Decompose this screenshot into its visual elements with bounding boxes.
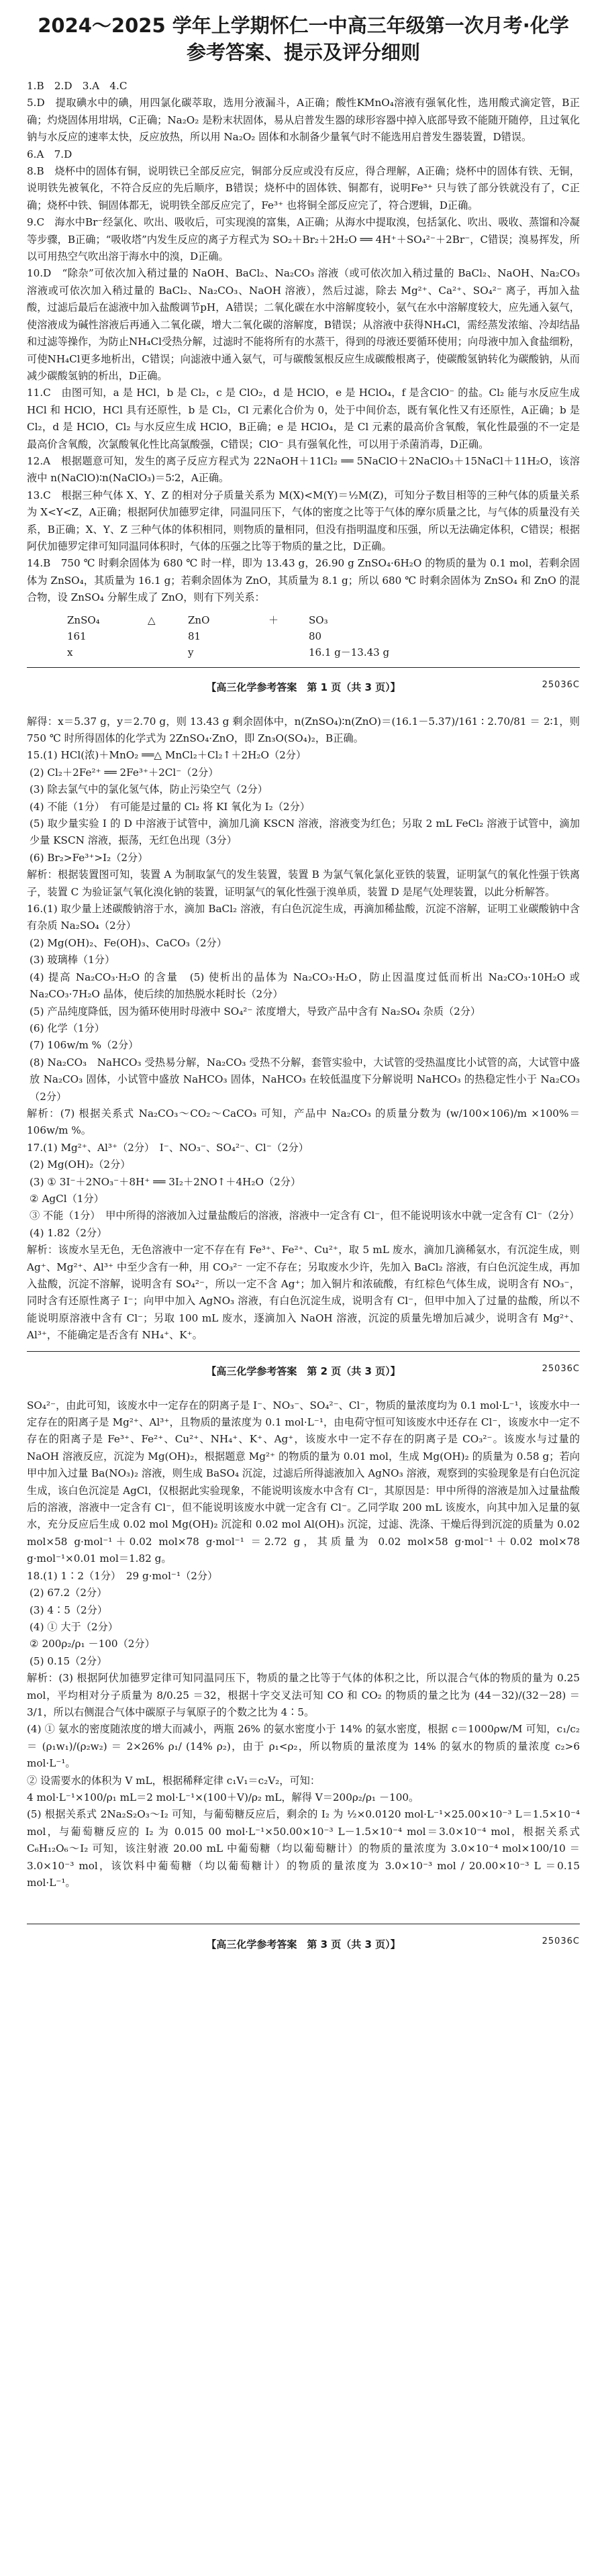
footer-text: 【高三化学参考答案 第 3 页（共 3 页）】 — [206, 1938, 401, 1950]
table-cell: ＋ — [268, 613, 279, 626]
footer-code: 25036C — [542, 1363, 580, 1374]
table-cell: ZnO — [188, 613, 210, 626]
footer-code: 25036C — [542, 1936, 580, 1947]
table-cell: x — [67, 646, 73, 658]
table-cell: 80 — [309, 630, 322, 642]
answer-paragraph: (2) Mg(OH)₂（2分） — [30, 1158, 131, 1171]
answer-paragraph: (4) 提高 Na₂CO₃·H₂O 的含量 (5) 使析出的晶体为 Na₂CO₃·H₂O，防止因温度过低而析出 Na₂CO₃·10H₂O 或 Na₂CO₃·7H₂O 晶体，使后续的加热脱水耗时长（2分） — [30, 971, 580, 1001]
document-header — [27, 0, 580, 66]
answer-paragraph: SO₄²⁻，由此可知，该废水中一定存在的阴离子是 I⁻、NO₃⁻、SO₄²⁻、Cl⁻，物质的量浓度均为 0.1 mol·L⁻¹，该废水中一定存在的阳离子是 Mg²⁺、Al³⁺，且物质的量浓度为 0.1 mol·L⁻¹，由电荷守恒可知该废水中还存在 Cl⁻，该废水中一定不存在的阳离子是 Fe³⁺、Fe²⁺、Cu²⁺、NH₄⁺、K⁺、Ag⁺，该废水中一定不存在的阴离子是 CO₃²⁻。该废水与过量的 NaOH 溶液反应，沉淀为 Mg(OH)₂，根据题意 Mg²⁺ 的物质的量为 0.01 mol，生成 Mg(OH)₂ 的质量为 0.58 g；若向甲中加入过量 Ba(NO₃)₂ 溶液，则生成 BaSO₄ 沉淀，过滤后所得滤液加入 AgNO₃ 溶液，观察到的实验现象是有白色沉淀生成，该白色沉淀是 AgCl，仅根据此实验现象，不能说明该废水中含有 Cl⁻，其原因是：甲中所得的溶液是加入过量盐酸后的溶液，溶液中一定含有 Cl⁻，但不能说明该废水中就一定含有 Cl⁻。乙同学取 200 mL 该废水，向其中加入足量的氨水，充分反应后生成 0.02 mol Mg(OH)₂ 沉淀和 0.02 mol Al(OH)₃ 沉淀，过滤、洗涤、干燥后得到沉淀的质量为 0.02 mol×58 g·mol⁻¹＋0.02 mol×78 g·mol⁻¹ ＝2.72 g，其质量为 0.02 mol×58 g·mol⁻¹＋0.02 mol×78 g·mol⁻¹×0.01 mol＝1.82 g。 — [27, 1399, 580, 1565]
table-cell: ZnSO₄ — [67, 613, 100, 626]
answer-paragraph: (8) Na₂CO₃ NaHCO₃ 受热易分解，Na₂CO₃ 受热不分解，套管实验中，大试管的受热温度比小试管的高，大试管中盛放 Na₂CO₃ 固体，小试管中盛放 NaHCO₃ 固体，NaHCO₃ 在较低温度下分解说明 NaHCO₃ 的热稳定性小于 Na₂CO₃（2分） — [30, 1056, 580, 1103]
answer-paragraph: 13.C 根据三种气体 X、Y、Z 的相对分子质量关系为 M(X)<M(Y)＝½M(Z)，可知分子数目相等的三种气体的质量关系为 X<Y<Z，A正确；根据阿伏加德罗定律，同温同压下，气体的密度之比等于气体的摩尔质量之比，与气体的质量没有关系，B正确；X、Y、Z 三种气体的体积相同，则物质的量相同，但没有指明温度和压强，所以无法确定体积，C错误；根据阿伏加德罗定律可知同温同体积时，气体的压强之比等于物质的量之比，D正确。 — [27, 489, 580, 552]
reaction-table — [67, 612, 580, 660]
answer-paragraph: 解析：(3) 根据阿伏加德罗定律可知同温同压下，物质的量之比等于气体的体积之比，所以混合气体的物质的量为 0.25 mol，平均相对分子质量为 8/0.25 ＝32，根据十字交叉法可知 CO 和 CO₂ 的物质的量之比为 (44－32)/(32－28) ＝ 3/1，所以右侧混合气体中碳原子与氧原子的个数之比为 4∶5。 — [27, 1672, 581, 1718]
table-row — [67, 628, 580, 644]
page-blank-space — [27, 1891, 580, 1917]
answer-paragraph: ② 设需要水的体积为 V mL，根据稀释定律 c₁V₁＝c₂V₂，可知： — [27, 1774, 321, 1787]
answer-paragraph: 11.C 由图可知，a 是 HCl，b 是 Cl₂，c 是 ClO₂，d 是 HClO，e 是 HClO₄，f 是含ClO⁻ 的盐。Cl₂ 能与水反应生成 HCl 和 HClO，HCl 具有还原性，b 是 Cl₂，Cl 元素化合价为 0，处于中间价态，既有氧化性又有还原性，A正确；b 是 Cl₂，d 是 HClO，Cl₂ 与水反应生成 HClO，B正确；e 是 HClO₄，是 Cl 元素的最高价含氧酸，氧化性最强的不一定是最高价含氧酸，次氯酸氧化性比高氯酸强，C错误；ClO⁻ 具有强氧化性，可以用于杀菌消毒，D正确。 — [27, 387, 580, 450]
table-cell: 16.1 g－13.43 g — [309, 646, 390, 658]
answer-paragraph: 10.D “除杂”可依次加入稍过量的 NaOH、BaCl₂、Na₂CO₃ 溶液（或可依次加入稍过量的 BaCl₂、NaOH、Na₂CO₃ 溶液或可依次加入稍过量的 BaCl₂、Na₂CO₃、NaOH 溶液），然后过滤，除去 Mg²⁺、Ca²⁺、SO₄²⁻ 离子，再加入盐酸，过滤后最后在滤液中加入盐酸调节pH，A错误；二氧化碳在水中溶解度较小，氨气在水中溶解度较大，应先通入氨气，使溶液成为碱性溶液后再通入二氧化碳，增大二氧化碳的溶解度，B错误；从溶液中获得NH₄Cl，需经蒸发浓缩、冷却结晶和过滤等操作，为防止NH₄Cl受热分解，过滤时不能将所有的水蒸干，得到的母液还要循环使用；向母液中加入食盐细粉，可使NH₄Cl更多地析出，C错误；向滤液中通入氨气，可与碳酸氢根反应生成碳酸根离子，使碳酸氢钠转化为碳酸钠，从而减少碳酸氢钠的析出，D正确。 — [27, 267, 580, 382]
answer-paragraph: (4) ① 氨水的密度随浓度的增大而减小，两瓶 26% 的氨水密度小于 14% 的氨水密度，根据 c＝1000ρw/M 可知，c₁/c₂ ＝ (ρ₁w₁)/(ρ₂w₂) ＝ 2×26% ρ₁/ (14% ρ₂)，由于 ρ₁<ρ₂，所以物质的量浓度为 14% 的氨水的物质的量浓度 c₂>6 mol·L⁻¹。 — [27, 1723, 580, 1770]
answer-paragraph: 12.A 根据题意可知，发生的离子反应方程式为 22NaOH＋11Cl₂ ══ 5NaClO＋2NaClO₃＋15NaCl＋11H₂O，该溶液中 n(NaClO)∶n(NaClO₃)＝5∶2，A正确。 — [27, 454, 580, 485]
footer-text: 【高三化学参考答案 第 1 页（共 3 页）】 — [206, 681, 401, 694]
answer-paragraph: 18.(1) 1∶2（1分） 29 g·mol⁻¹（2分） — [27, 1569, 218, 1582]
answer-paragraph: 9.C 海水中Br⁻经氯化、吹出、吸收后，可实现溴的富集，A正确；从海水中提取溴，包括氯化、吹出、吸收、蒸馏和冷凝等步骤，B正确；“吸收塔”内发生反应的离子方程式为 SO₂＋Br₂＋2H₂O ══ 4H⁺＋SO₄²⁻＋2Br⁻，C错误；溴易挥发，所以可用热空气吹出溶于海水中的溴，D正确。 — [27, 216, 580, 263]
footer-text: 【高三化学参考答案 第 2 页（共 3 页）】 — [206, 1365, 401, 1378]
table-cell — [268, 628, 309, 644]
answer-paragraph: ② 200ρ₂/ρ₁ －100（2分） — [30, 1638, 155, 1650]
page-2-content — [27, 713, 580, 1344]
answer-paragraph: (3) 玻璃棒（1分） — [30, 954, 115, 967]
table-cell: y — [188, 646, 194, 658]
answer-paragraph: ③ 不能（1分） 甲中所得的溶液加入过量盐酸后的溶液，溶液中一定含有 Cl⁻，但不能说明该水中就一定含有 Cl⁻（2分） — [30, 1209, 580, 1222]
table-cell: 161 — [67, 630, 87, 642]
table-row — [67, 644, 580, 660]
answer-paragraph: 15.(1) HCl(浓)＋MnO₂ ══△ MnCl₂＋Cl₂↑＋2H₂O（2分） — [27, 749, 307, 762]
answer-paragraph: (4) 1.82（2分） — [30, 1226, 107, 1239]
table-cell: △ — [148, 613, 156, 626]
page-1-content — [27, 78, 580, 660]
table-row — [67, 612, 580, 628]
answer-paragraph: 解析：该废水呈无色，无色溶液中一定不存在有 Fe³⁺、Fe²⁺、Cu²⁺，取 5 mL 废水，滴加几滴稀氨水，有沉淀生成，则 Ag⁺、Mg²⁺、Al³⁺ 中至少含有一种，用 CO₃²⁻ 一定不存在；另取废水少许，先加入 BaCl₂ 溶液，有白色沉淀生成，再加入盐酸，沉淀不溶解，说明含有 SO₄²⁻，所以一定不含 Ag⁺；加入铜片和浓硫酸，有红棕色气体生成，说明含有 NO₃⁻，同时含有还原性离子 I⁻；向甲中加入 AgNO₃ 溶液，有白色沉淀生成，说明含有 Cl⁻，但甲中加入了过量的盐酸，所以不能说明原溶液中含有 Cl⁻；另取 100 mL 废水，逐滴加入 NaOH 溶液，沉淀的质量先增加后减少，说明含有 Mg²⁺、Al³⁺，不能确定是否含有 NH₄⁺、K⁺。 — [27, 1244, 580, 1342]
answer-paragraph: (2) Cl₂＋2Fe²⁺ ══ 2Fe³⁺＋2Cl⁻（2分） — [30, 766, 219, 779]
answer-paragraph: (3) ① 3I⁻＋2NO₃⁻＋8H⁺ ══ 3I₂＋2NO↑＋4H₂O（2分） — [30, 1175, 301, 1188]
answer-paragraph: 6.A 7.D — [27, 148, 72, 160]
answer-paragraph: 解得：x＝5.37 g，y＝2.70 g，则 13.43 g 剩余固体中，n(ZnSO₄)∶n(ZnO)＝(16.1－5.37)/161 ∶ 2.70/81 ＝ 2∶1，则750 ℃ 时所得固体的化学式为 2ZnSO₄·ZnO，即 Zn₃O(SO₄)₂，B正确。 — [27, 715, 580, 744]
answer-paragraph: 5.D 提取碘水中的碘，用四氯化碳萃取，选用分液漏斗，A正确；酸性KMnO₄溶液有强氧化性，选用酸式滴定管，B正确；灼烧固体用坩埚，C正确；Na₂O₂ 是粉末状固体，易从启普发生器的球形容器中掉入底部导致不能随开随停，且过氧化钠与水反应的速率太快，反应放热，所以用 Na₂O₂ 固体和水制备少量氧气时不能选用启普发生器装置，D错误。 — [27, 97, 580, 144]
table-cell: SO₃ — [309, 613, 328, 626]
answer-paragraph: (4) ① 大于（2分） — [30, 1620, 118, 1633]
answer-paragraph: 解析：根据装置图可知，装置 A 为制取氯气的发生装置，装置 B 为氯气氧化氯化亚铁的装置，证明氯气的氧化性强于铁离子，装置 C 为验证氯气氧化溴化钠的装置，证明氯气的氧化性强于溴单质，装置 D 是尾气处理装置，以此分析解答。 — [27, 869, 580, 898]
answer-paragraph: (3) 除去氯气中的氯化氢气体，防止污染空气（2分） — [30, 783, 268, 796]
answer-paragraph: (4) 不能（1分） 有可能是过量的 Cl₂ 将 KI 氧化为 I₂（2分） — [30, 800, 310, 813]
answer-paragraph: (5) 取少量实验 Ⅰ 的 D 中溶液于试管中，滴加几滴 KSCN 溶液，溶液变为红色；另取 2 mL FeCl₂ 溶液于试管中，滴加少量 KSCN 溶液，振荡，无红色出现（3分） — [30, 818, 580, 847]
document-title: 2024～2025 学年上学期怀仁一中高三年级第一次月考·化学 — [38, 14, 569, 37]
answer-paragraph: (2) Mg(OH)₂、Fe(OH)₃、CaCO₃（2分） — [30, 936, 228, 949]
answer-paragraph: (6) 化学（1分） — [30, 1022, 105, 1034]
answer-paragraph: (3) 4∶5（2分） — [30, 1603, 108, 1616]
table-cell — [148, 628, 188, 644]
answer-paragraph: 8.B 烧杯中的固体有铜，说明铁已全部反应完，铜部分反应或没有反应，得合理解，A正确；烧杯中的固体有铁、无铜，说明铁先被氧化，不符合反应的先后顺序，B错误；烧杯中的固体铁、铜都有，说明Fe³⁺ 只与铁了部分铁就没有了，C正确；烧杯中铁、铜固体都无，说明铁全部反应完了，Fe³⁺ 也将铜全部反应完了，符合逻辑，D正确。 — [27, 165, 580, 211]
answer-paragraph: (5) 根据关系式 2Na₂S₂O₃～I₂ 可知，与葡萄糖反应后，剩余的 I₂ 为 ½×0.0120 mol·L⁻¹×25.00×10⁻³ L＝1.5×10⁻⁴ mol，与葡萄糖反应的 I₂ 为 0.015 00 mol·L⁻¹×50.00×10⁻³ L－1.5×10⁻⁴ mol＝3.0×10⁻⁴ mol，根据关系式 C₆H₁₂O₆～I₂ 可知，该注射液 20.00 mL 中葡萄糖（均以葡萄糖计）的物质的量浓度为 3.0×10⁻⁴ mol×100/10 ＝3.0×10⁻³ mol，该饮料中葡萄糖（均以葡萄糖计）的物质的量浓度为 3.0×10⁻³ mol / 20.00×10⁻³ L ＝0.15 mol·L⁻¹。 — [27, 1808, 580, 1889]
answer-paragraph: 4 mol·L⁻¹×100/ρ₁ mL＝2 mol·L⁻¹×(100＋V)/ρ₂ mL，解得 V＝200ρ₂/ρ₁ －100。 — [27, 1791, 419, 1803]
table-cell — [148, 644, 188, 660]
answer-paragraph: (5) 产品纯度降低，因为循环使用时母液中 SO₄²⁻ 浓度增大，导致产品中含有 Na₂SO₄ 杂质（2分） — [30, 1005, 481, 1018]
answer-paragraph: (7) 106w/m %（2分） — [30, 1039, 139, 1052]
answer-paragraph: 1.B 2.D 3.A 4.C — [27, 80, 128, 92]
answer-paragraph: 17.(1) Mg²⁺、Al³⁺（2分） I⁻、NO₃⁻、SO₄²⁻、Cl⁻（2分） — [27, 1141, 309, 1154]
page-footer — [27, 667, 580, 707]
document-subtitle: 参考答案、提示及评分细则 — [186, 41, 420, 64]
page-footer — [27, 1351, 580, 1391]
answer-paragraph: ② AgCl（1分） — [30, 1192, 104, 1205]
answer-paragraph: 14.B 750 ℃ 时剩余固体为 680 ℃ 时一样，即为 13.43 g，26.90 g ZnSO₄·6H₂O 的物质的量为 0.1 mol，若剩余固体为 ZnSO₄，其质量为 16.1 g；若剩余固体为 ZnO，其质量为 8.1 g；所以 680 ℃ 时剩余固体为 ZnSO₄ 和 ZnO 的混合物，设 ZnSO₄ 分解生成了 ZnO，则有下列关系： — [27, 557, 580, 604]
answer-paragraph: (2) 67.2（2分） — [30, 1587, 107, 1599]
answer-paragraph: (5) 0.15（2分） — [30, 1654, 107, 1667]
page-footer — [27, 1924, 580, 1963]
table-cell: 81 — [188, 630, 201, 642]
footer-code: 25036C — [542, 679, 580, 690]
answer-paragraph: 16.(1) 取少量上述碳酸钠溶于水，滴加 BaCl₂ 溶液，有白色沉淀生成，再滴加稀盐酸，沉淀不溶解，证明工业碳酸钠中含有杂质 Na₂SO₄（2分） — [27, 903, 580, 932]
answer-paragraph: 解析：(7) 根据关系式 Na₂CO₃～CO₂～CaCO₃ 可知，产品中 Na₂CO₃ 的质量分数为 (w/100×106)/m ×100%＝106w/m %。 — [27, 1107, 580, 1137]
answer-paragraph: (6) Br₂>Fe³⁺>I₂（2分） — [30, 851, 148, 864]
table-cell — [268, 644, 309, 660]
page-3-content — [27, 1397, 580, 1892]
